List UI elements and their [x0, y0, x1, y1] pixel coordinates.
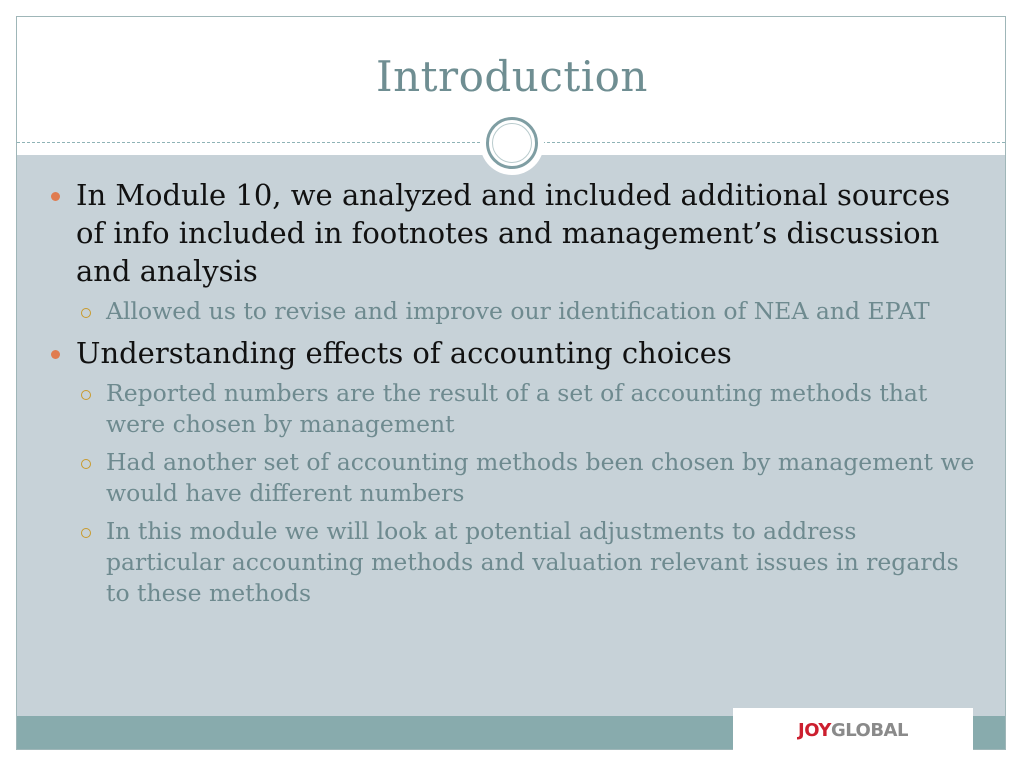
bullet-dot-icon [51, 192, 60, 201]
bullet-text: Understanding effects of accounting choices [76, 336, 732, 370]
sub-bullet-item [76, 516, 980, 609]
sub-bullet-item [76, 378, 980, 440]
sub-bullet-text: Allowed us to revise and improve our identification of NEA and EPAT [106, 297, 930, 325]
logo-wordmark [735, 722, 971, 740]
logo-joy: JOY [798, 720, 831, 741]
sub-bullet-ring-icon [81, 308, 91, 318]
sub-bullet-ring-icon [81, 459, 91, 469]
bullet-text: In Module 10, we analyzed and included additional sources of info included in footnotes and management’s discussion and analysis [76, 178, 951, 288]
sub-bullet-ring-icon [81, 528, 91, 538]
sub-bullet-item [76, 447, 980, 509]
company-logo [733, 708, 973, 751]
sub-bullet-text: Had another set of accounting methods been chosen by management we would have different numbers [106, 448, 975, 507]
sub-bullet-ring-icon [81, 390, 91, 400]
slide-title: Introduction [376, 52, 648, 101]
bullet-item [45, 334, 980, 372]
sub-bullet-text: In this module we will look at potential adjustments to address particular accounting methods and valuation relevant issues in regards to these methods [106, 517, 959, 607]
bullet-list [45, 176, 980, 616]
bullet-item [45, 176, 980, 290]
sub-bullet-text: Reported numbers are the result of a set of accounting methods that were chosen by management [106, 379, 928, 438]
logo-global: GLOBAL [830, 720, 908, 741]
bullet-dot-icon [51, 350, 60, 359]
ornament-inner-ring-icon [492, 123, 532, 163]
sub-bullet-item [76, 296, 980, 327]
